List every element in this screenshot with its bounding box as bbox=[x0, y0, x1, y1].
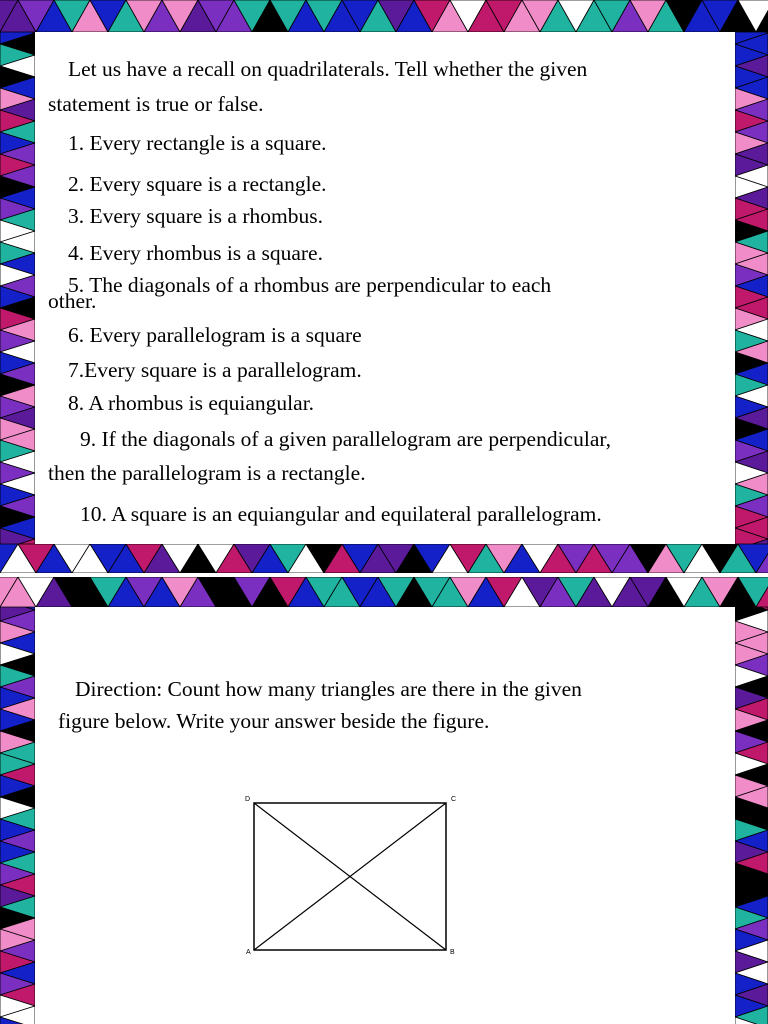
vertex-label-b: B bbox=[450, 949, 455, 956]
statement-item: 9. If the diagonals of a given parallelogram are perpendicular, bbox=[80, 427, 612, 451]
intro-text: Let us have a recall on quadrilaterals. Tell whether the given bbox=[68, 57, 588, 81]
statement-item: 1. Every rectangle is a square. bbox=[68, 131, 327, 155]
statement-item-continued: other. bbox=[48, 289, 97, 313]
statement-item: 8. A rhombus is equiangular. bbox=[68, 391, 315, 415]
rectangle-with-diagonals-figure bbox=[230, 784, 470, 969]
slide-count-triangles bbox=[0, 577, 768, 1024]
statement-item: 2. Every square is a rectangle. bbox=[68, 172, 327, 196]
vertex-label-a: A bbox=[246, 949, 251, 956]
statement-item: 10. A square is an equiangular and equilateral parallelogram. bbox=[80, 502, 602, 526]
vertex-label-c: C bbox=[451, 796, 457, 803]
direction-text: Direction: Count how many triangles are there in the given bbox=[75, 677, 582, 701]
statement-item: 6. Every parallelogram is a square bbox=[68, 323, 362, 347]
direction-text: figure below. Write your answer beside the figure. bbox=[58, 709, 490, 733]
intro-text: statement is true or false. bbox=[48, 92, 264, 116]
statement-item: 5. The diagonals of a rhombus are perpendicular to each bbox=[68, 273, 552, 297]
statement-item-continued: then the parallelogram is a rectangle. bbox=[48, 461, 366, 485]
statement-item: 4. Every rhombus is a square. bbox=[68, 241, 323, 265]
vertex-label-d: D bbox=[245, 796, 251, 803]
statement-item: 3. Every square is a rhombus. bbox=[68, 204, 323, 228]
statement-item: 7.Every square is a parallelogram. bbox=[68, 358, 362, 382]
